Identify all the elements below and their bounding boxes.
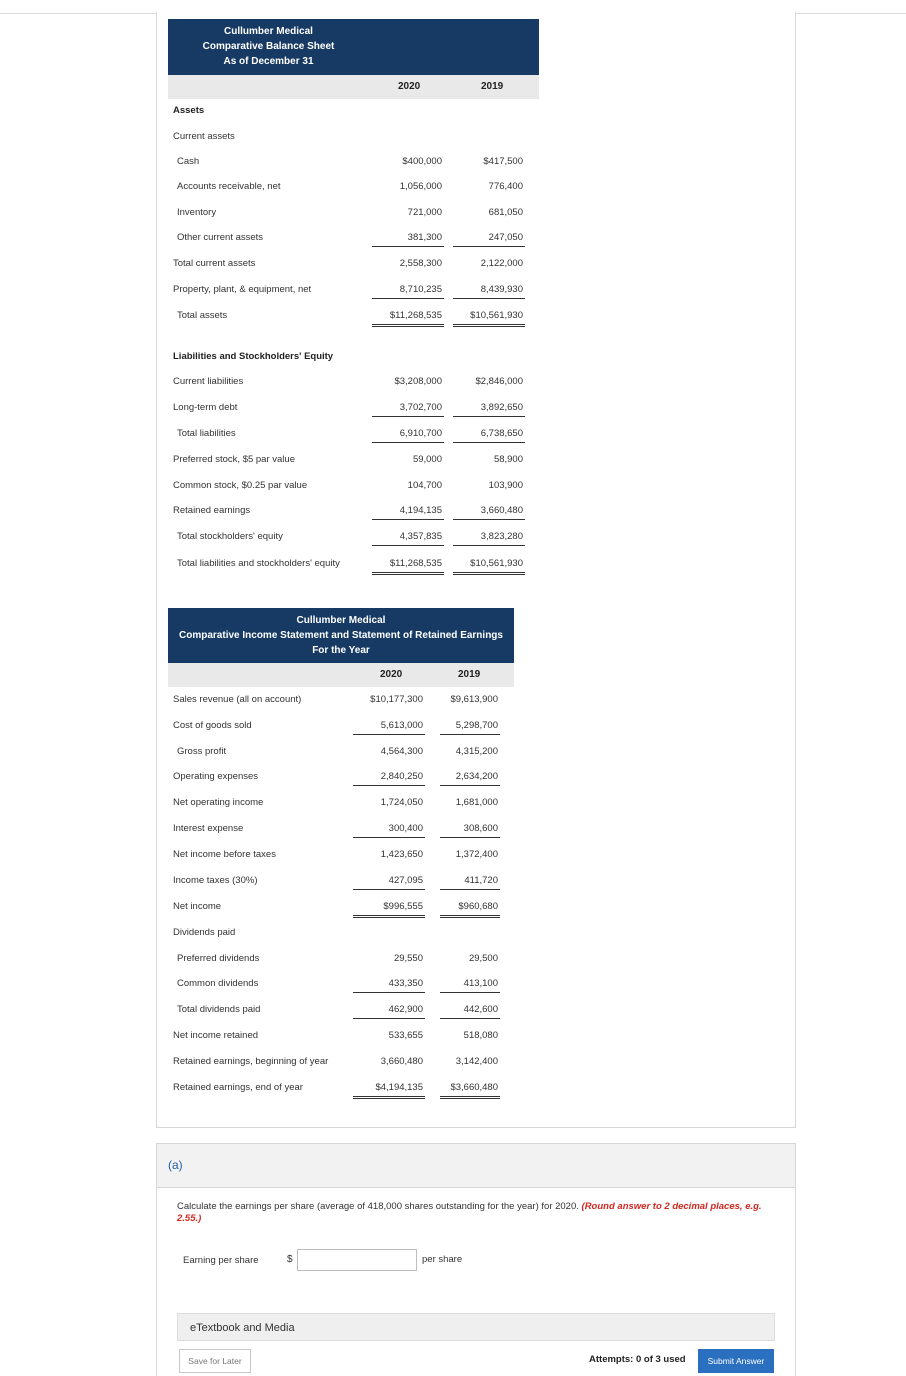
- row-label: Long-term debt: [173, 402, 238, 413]
- total-underline: [353, 837, 425, 838]
- value-2019: 518,080: [463, 1030, 498, 1041]
- row-label: Dividends paid: [173, 927, 236, 938]
- value-2019: 5,298,700: [455, 720, 498, 731]
- value-2020: $11,268,535: [389, 310, 442, 321]
- total-underline: [453, 572, 525, 573]
- total-underline: [440, 785, 500, 786]
- total-underline: [453, 442, 525, 443]
- total-underline: [372, 246, 444, 247]
- total-underline: [372, 442, 444, 443]
- value-2020: 1,423,650: [380, 849, 423, 860]
- total-underline: [353, 1098, 425, 1099]
- value-2020: $10,177,300: [370, 694, 423, 705]
- value-2020: $400,000: [402, 156, 442, 167]
- current-assets-heading: Current assets: [173, 131, 235, 142]
- row-label: Retained earnings, beginning of year: [173, 1056, 329, 1067]
- is-title-period: For the Year: [312, 645, 370, 656]
- value-2019: 1,681,000: [455, 797, 498, 808]
- value-2019: 681,050: [488, 207, 523, 218]
- currency-symbol: $: [287, 1254, 293, 1265]
- bs-col-2020: 2020: [398, 81, 421, 92]
- value-2020: 721,000: [407, 207, 442, 218]
- bs-column-headers: [168, 75, 539, 99]
- value-2019: 103,900: [488, 480, 523, 491]
- row-label: Cash: [177, 156, 200, 167]
- question-text: [177, 1201, 777, 1225]
- value-2019: 2,634,200: [455, 771, 498, 782]
- balance-sheet-title: [168, 19, 539, 75]
- row-label: Common dividends: [177, 978, 259, 989]
- value-2019: 29,500: [468, 953, 498, 964]
- value-2019: 776,400: [488, 181, 523, 192]
- value-2020: 29,550: [393, 953, 423, 964]
- row-label: Net income: [173, 901, 222, 912]
- row-label: Preferred dividends: [177, 953, 260, 964]
- total-underline: [453, 324, 525, 325]
- eps-input[interactable]: [297, 1249, 417, 1271]
- value-2019: 411,720: [464, 875, 498, 886]
- bs-title-company: Cullumber Medical: [224, 26, 313, 37]
- total-underline: [353, 915, 425, 916]
- value-2019: 3,823,280: [480, 531, 523, 542]
- row-label: Retained earnings: [173, 505, 251, 516]
- value-2020: 4,357,835: [399, 531, 442, 542]
- value-2019: 1,372,400: [455, 849, 498, 860]
- value-2020: 2,840,250: [380, 771, 423, 782]
- value-2020: 427,095: [388, 875, 423, 886]
- total-underline: [440, 734, 500, 735]
- value-2020: 4,564,300: [380, 746, 423, 757]
- value-2019: 247,050: [488, 232, 523, 243]
- value-2020: 8,710,235: [399, 284, 442, 295]
- liabilities-heading: Liabilities and Stockholders' Equity: [173, 351, 334, 362]
- attempts-counter: Attempts: 0 of 3 used: [589, 1354, 686, 1365]
- total-underline: [353, 734, 425, 735]
- value-2019: $9,613,900: [450, 694, 498, 705]
- value-2020: $996,555: [383, 901, 423, 912]
- row-label: Total current assets: [173, 258, 256, 269]
- value-2020: $11,268,535: [389, 558, 442, 569]
- total-underline: [353, 785, 425, 786]
- value-2019: $2,846,000: [475, 376, 523, 387]
- question-card-header: [157, 1144, 795, 1188]
- value-2020: 462,900: [388, 1004, 423, 1015]
- total-underline: [453, 519, 525, 520]
- total-underline: [372, 298, 444, 299]
- is-col-2019: 2019: [458, 669, 481, 680]
- row-label: Income taxes (30%): [173, 875, 258, 886]
- rounding-instruction: (Round answer to 2 decimal places, e.g. 2.55.): [177, 1201, 762, 1224]
- total-underline: [372, 416, 444, 417]
- total-underline: [453, 416, 525, 417]
- value-2019: 3,892,650: [480, 402, 523, 413]
- row-label: Common stock, $0.25 par value: [173, 480, 308, 491]
- total-underline: [453, 545, 525, 546]
- value-2019: $960,680: [458, 901, 498, 912]
- value-2020: 6,910,700: [399, 428, 442, 439]
- total-underline: [372, 545, 444, 546]
- row-label: Accounts receivable, net: [177, 181, 281, 192]
- total-underline: [353, 1018, 425, 1019]
- problem-card: [156, 12, 796, 1128]
- is-col-2020: 2020: [380, 669, 403, 680]
- value-2019: 4,315,200: [455, 746, 498, 757]
- row-label: Net income before taxes: [173, 849, 276, 860]
- value-2020: 533,655: [388, 1030, 423, 1041]
- row-label: Retained earnings, end of year: [173, 1082, 303, 1093]
- value-2020: 59,000: [412, 454, 442, 465]
- value-2019: $10,561,930: [470, 558, 523, 569]
- total-underline: [440, 1098, 500, 1099]
- is-title-company: Cullumber Medical: [296, 615, 386, 626]
- question-card: [156, 1143, 796, 1376]
- value-2020: 433,350: [388, 978, 423, 989]
- is-column-headers: [168, 663, 514, 687]
- value-2019: 2,122,000: [480, 258, 523, 269]
- row-label: Other current assets: [177, 232, 264, 243]
- total-underline: [372, 324, 444, 325]
- value-2019: 3,142,400: [455, 1056, 498, 1067]
- value-2020: 5,613,000: [380, 720, 423, 731]
- total-underline: [453, 246, 525, 247]
- value-2020: 381,300: [407, 232, 442, 243]
- value-2020: $3,208,000: [394, 376, 442, 387]
- total-underline: [440, 1018, 500, 1019]
- value-2019: 442,600: [463, 1004, 498, 1015]
- eps-field-label: Earning per share: [183, 1255, 259, 1266]
- value-2020: 104,700: [407, 480, 442, 491]
- question-body: Calculate the earnings per share (average of 418,000 shares outstanding for the year) for 2020.: [177, 1201, 579, 1212]
- row-label: Total dividends paid: [177, 1004, 261, 1015]
- row-label: Gross profit: [177, 746, 227, 757]
- value-2019: $10,561,930: [470, 310, 523, 321]
- row-label: Sales revenue (all on account): [173, 694, 302, 705]
- total-underline: [440, 992, 500, 993]
- row-label: Total liabilities and stockholders' equity: [177, 558, 340, 569]
- value-2020: 2,558,300: [399, 258, 442, 269]
- assets-heading: Assets: [173, 105, 205, 116]
- save-for-later-button[interactable]: Save for Later: [179, 1349, 251, 1373]
- total-underline: [353, 1096, 425, 1097]
- value-2020: 4,194,135: [399, 505, 442, 516]
- total-underline: [453, 326, 525, 327]
- row-label: Cost of goods sold: [173, 720, 252, 731]
- row-label: Inventory: [177, 207, 217, 218]
- total-underline: [353, 889, 425, 890]
- value-2019: 413,100: [463, 978, 498, 989]
- total-underline: [440, 1096, 500, 1097]
- total-underline: [453, 298, 525, 299]
- total-underline: [440, 837, 500, 838]
- value-2020: 1,724,050: [380, 797, 423, 808]
- row-label: Net operating income: [173, 797, 264, 808]
- bs-title-date: As of December 31: [223, 56, 314, 67]
- value-2020: 1,056,000: [399, 181, 442, 192]
- per-share-unit: per share: [422, 1254, 463, 1265]
- row-label: Interest expense: [173, 823, 244, 834]
- total-underline: [440, 889, 500, 890]
- row-label: Net income retained: [173, 1030, 259, 1041]
- value-2019: 58,900: [493, 454, 523, 465]
- total-underline: [353, 992, 425, 993]
- submit-answer-button[interactable]: Submit Answer: [698, 1349, 774, 1373]
- total-underline: [372, 326, 444, 327]
- value-2019: 6,738,650: [480, 428, 523, 439]
- row-label: Total assets: [177, 310, 228, 321]
- income-statement-title: [168, 608, 514, 663]
- value-2020: 3,702,700: [399, 402, 442, 413]
- bs-title-statement: Comparative Balance Sheet: [202, 41, 335, 52]
- etextbook-media-link[interactable]: eTextbook and Media: [177, 1313, 775, 1341]
- total-underline: [372, 519, 444, 520]
- row-label: Total liabilities: [177, 428, 236, 439]
- row-label: Property, plant, & equipment, net: [173, 284, 312, 295]
- total-underline: [353, 917, 425, 918]
- value-2020: 300,400: [388, 823, 423, 834]
- value-2019: 308,600: [463, 823, 498, 834]
- row-label: Current liabilities: [173, 376, 244, 387]
- total-underline: [453, 574, 525, 575]
- row-label: Operating expenses: [173, 771, 259, 782]
- value-2019: 8,439,930: [480, 284, 523, 295]
- value-2019: $3,660,480: [450, 1082, 498, 1093]
- value-2020: 3,660,480: [380, 1056, 423, 1067]
- is-title-statement: Comparative Income Statement and Statement of Retained Earnings: [179, 630, 503, 641]
- total-underline: [440, 917, 500, 918]
- total-underline: [372, 574, 444, 575]
- row-label: Preferred stock, $5 par value: [173, 454, 295, 465]
- value-2019: $417,500: [483, 156, 523, 167]
- total-underline: [440, 915, 500, 916]
- value-2019: 3,660,480: [480, 505, 523, 516]
- part-label: (a): [168, 1158, 183, 1172]
- row-label: Total stockholders' equity: [177, 531, 283, 542]
- value-2020: $4,194,135: [375, 1082, 423, 1093]
- total-underline: [372, 572, 444, 573]
- bs-col-2019: 2019: [481, 81, 504, 92]
